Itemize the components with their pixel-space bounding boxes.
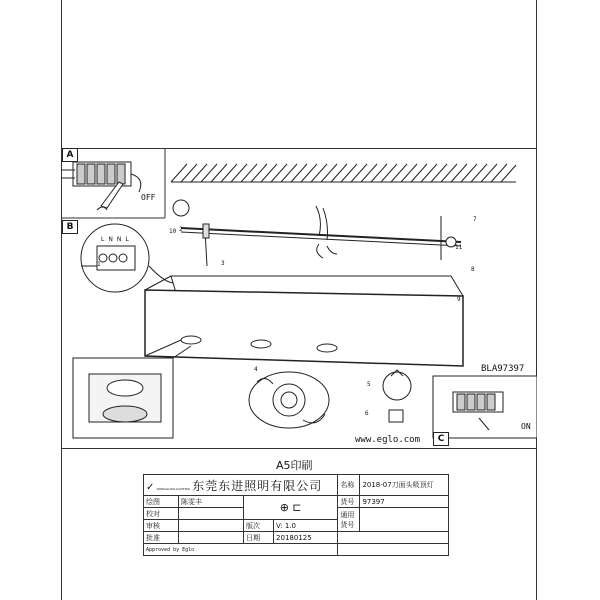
- approve-value: [179, 532, 244, 544]
- step-number: 7: [473, 216, 477, 223]
- step-number: 10: [169, 228, 177, 235]
- panel-a-tag: A: [62, 148, 78, 162]
- on-label: ON: [521, 422, 531, 431]
- panel-b-terminal-circle: [81, 224, 181, 292]
- step-number: 6: [365, 410, 369, 417]
- instruction-drawing: [61, 148, 537, 448]
- mounting-bar: [173, 200, 461, 266]
- approve-label: 批准: [144, 532, 179, 544]
- version-label: 版次: [244, 520, 274, 532]
- off-label: OFF: [141, 193, 156, 202]
- projection-symbol-icon: ⊕ ⊏: [279, 501, 302, 514]
- step-number: 1: [97, 261, 101, 268]
- step-number: 9: [457, 296, 461, 303]
- applicable-label-line1: 通用: [340, 510, 355, 519]
- item-label: 货号: [338, 496, 360, 508]
- check-label: 校对: [144, 508, 179, 520]
- panel-a-terminal-illustration: [61, 162, 141, 210]
- website-label: www.eglo.com: [355, 435, 421, 445]
- bulb-illustration: [383, 370, 411, 422]
- step-number: 3: [221, 260, 225, 267]
- version-value: V: 1.0: [274, 520, 338, 532]
- name-label: 名称: [338, 475, 360, 496]
- date-label: 日期: [244, 532, 274, 544]
- applicable-label: [338, 508, 360, 532]
- step-number: 11: [455, 244, 463, 251]
- logo-text: DONGGUAN LIGHTING: [156, 486, 191, 491]
- projection-symbol-cell: [244, 496, 338, 520]
- terminal-letter: N: [116, 236, 122, 243]
- company-logo-icon: ✓: [146, 481, 155, 493]
- approved-by: Approved by Eglo: [144, 544, 338, 556]
- draw-value: 陈雯丰: [179, 496, 244, 508]
- print-size-caption: A5印刷: [276, 459, 313, 472]
- blank-cell: [338, 532, 449, 544]
- lamp-detail-inset: [73, 346, 191, 438]
- terminal-letter: L: [125, 236, 129, 243]
- check-value: [179, 508, 244, 520]
- review-label: 审核: [144, 520, 179, 532]
- step-number: 4: [254, 366, 258, 373]
- blank-footer-cell: [338, 544, 449, 556]
- name-value: 2018-07刀面头吸顶灯: [360, 475, 449, 496]
- bottom-divider: [61, 448, 537, 449]
- applicable-label-line2: 货号: [340, 520, 355, 529]
- terminal-letter: N: [108, 236, 113, 243]
- company-name: 东莞东进照明有限公司: [192, 478, 323, 493]
- luminaire-body: [145, 276, 463, 366]
- terminal-letters: [101, 236, 129, 243]
- terminal-letter: L: [101, 236, 105, 243]
- step-number: 5: [367, 381, 371, 388]
- model-number: BLA97397: [481, 364, 525, 374]
- lamp-twist-illustration: [249, 372, 329, 428]
- step-number: 2: [179, 226, 183, 233]
- ceiling-hatch: [171, 164, 516, 182]
- date-value: 20180125: [274, 532, 338, 544]
- draw-label: 绘图: [144, 496, 179, 508]
- panel-c-tag: C: [433, 432, 449, 446]
- company-cell: [144, 475, 338, 496]
- assembly-diagram: [61, 148, 537, 448]
- step-number: 8: [471, 266, 475, 273]
- applicable-value: [360, 508, 449, 532]
- panel-b-tag: B: [62, 220, 78, 234]
- title-block: [143, 474, 449, 556]
- item-value: 97397: [360, 496, 449, 508]
- review-value: [179, 520, 244, 532]
